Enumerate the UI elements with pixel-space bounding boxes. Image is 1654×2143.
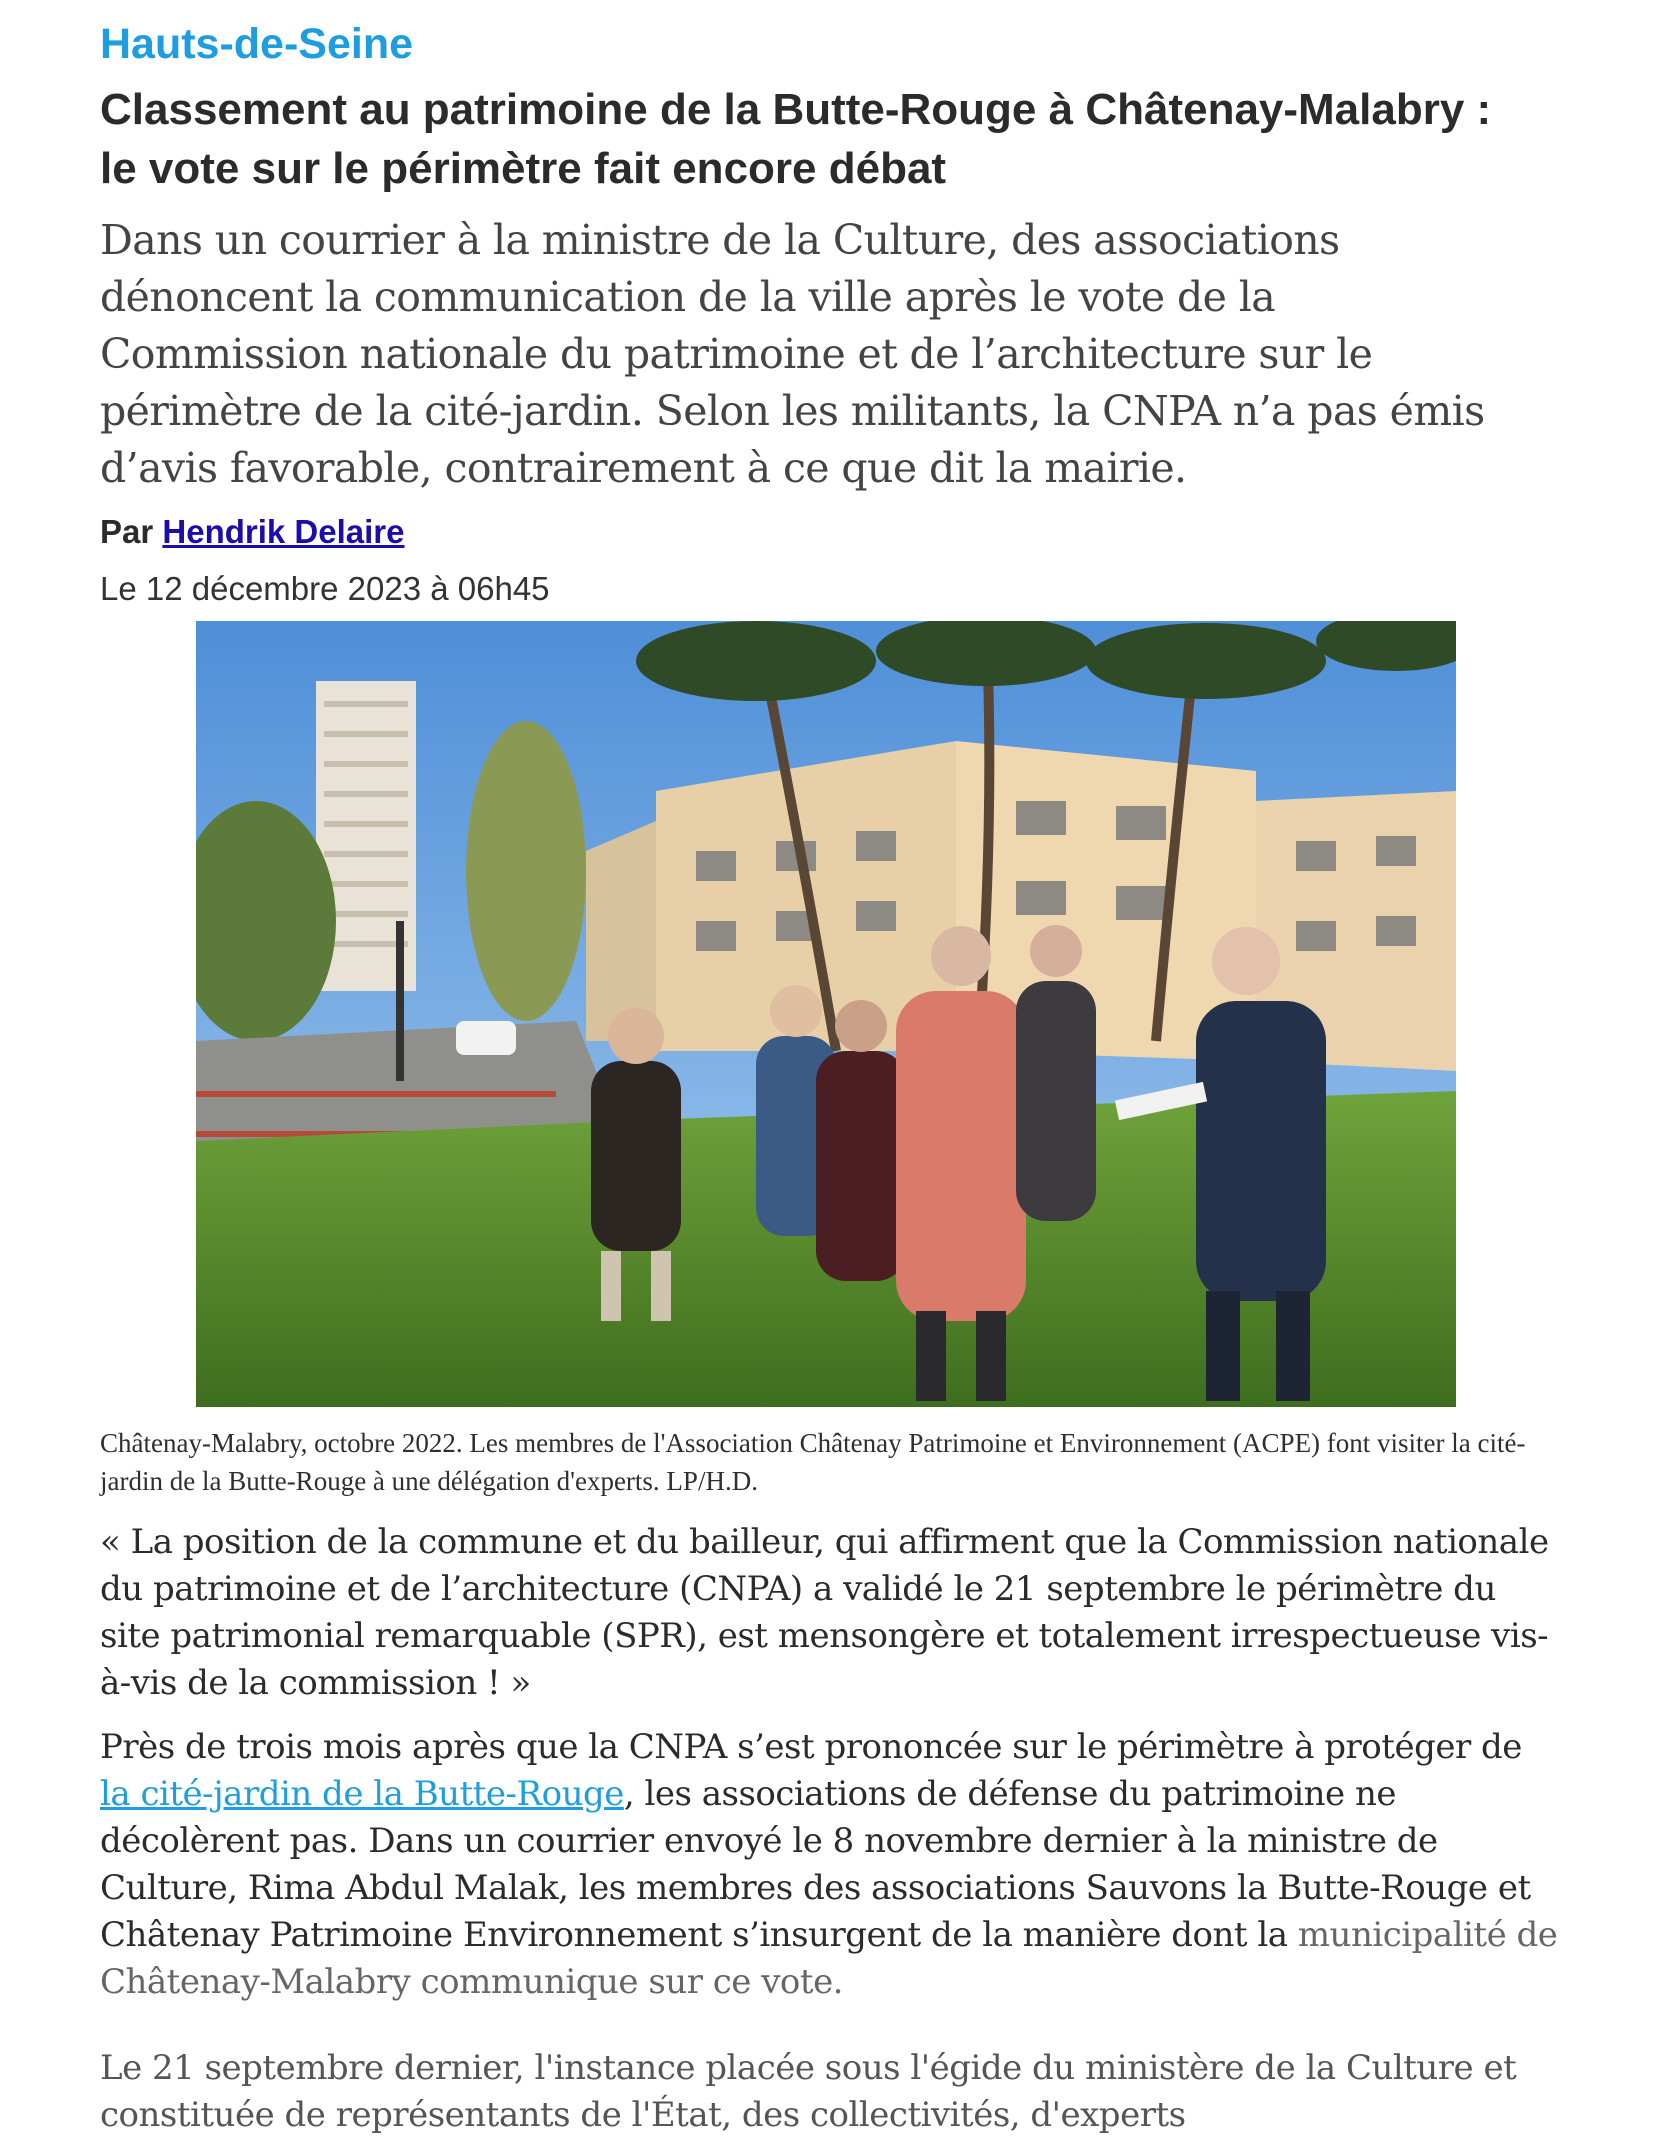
photo-illustration (196, 621, 1456, 1407)
article-date: Le 12 décembre 2023 à 06h45 (100, 570, 550, 607)
photo-caption: Châtenay-Malabry, octobre 2022. Les membres de l'Association Châtenay Patrimoine et Environnement (ACPE) font visiter la cité-jardin de la Butte-Rouge à une délégation d'experts. LP/H.D. (100, 1428, 1526, 1496)
article-byline (100, 509, 1580, 555)
paragraph-1-text-start: Près de trois mois après que la CNPA s’est prononcée sur le périmètre à protéger de (100, 1727, 1522, 1767)
article-quote: « La position de la commune et du bailleur, qui affirment que la Commission nationale du patrimoine et de l’architecture (CNPA) a validé le 21 septembre le périmètre du site patrimonial remarquable (SPR), est mensongère et totalement irrespectueuse vis-à-vis de la commission ! » (100, 1522, 1549, 1703)
article-photo (196, 621, 1456, 1407)
article-rubric[interactable]: Hauts-de-Seine (100, 20, 414, 68)
article (100, 0, 1580, 2135)
article-paragraph-1 (100, 1724, 1560, 2006)
article-standfirst: Dans un courrier à la ministre de la Culture, des associations dénoncent la communication de la ville après le vote de la Commission nationale du patrimoine et de l’architecture sur le périmètre de la cité-jardin. Selon les militants, la CNPA n’a pas émis d’avis favorable, contrairement à ce que dit la mairie. (100, 216, 1485, 492)
article-paragraph-2: Le 21 septembre dernier, l'instance placée sous l'égide du ministère de la Culture et constituée de représentants de l'État, des collectivités, d'experts (100, 2048, 1517, 2135)
paragraph-1-text-middle: , les associations de défense du patrimoine ne décolèrent pas. Dans un courrier envoyé le 8 novembre dernier à la ministre de Culture, Rima Abdul Malak, les membres des associations Sauvons la Butte-Rouge et Châtenay Patrimoine Environnement s’insurgent de la manière dont la (100, 1774, 1531, 1955)
author-link[interactable]: Hendrik Delaire (162, 513, 405, 550)
article-headline: Classement au patrimoine de la Butte-Rouge à Châtenay-Malabry : le vote sur le périmètre fait encore débat (100, 85, 1492, 193)
paragraph-1-text-end: municipalité de Châtenay-Malabry communique sur ce vote. (100, 1915, 1558, 2002)
byline-prefix: Par (100, 513, 154, 550)
cite-jardin-link[interactable]: la cité-jardin de la Butte-Rouge (100, 1774, 624, 1814)
